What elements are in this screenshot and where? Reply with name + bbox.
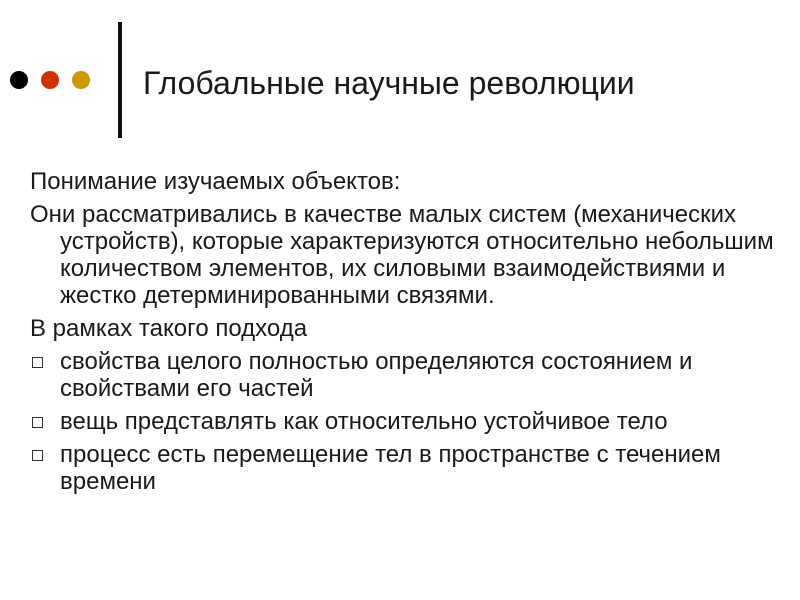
paragraph-small-systems: Они рассматривались в качестве малых систем (механических устройств), которые характеризуются относительно небольшим количеством элементов, их силовыми взаимодействиями и жестко детерминированными связями. [30,201,774,309]
square-bullet-icon [32,450,43,461]
slide-body [30,168,780,501]
list-item [30,348,780,402]
square-bullet-icon [32,417,43,428]
decorative-dots [10,71,90,89]
bullet-text: процесс есть перемещение тел в пространстве с течением времени [60,441,721,495]
bullet-text: вещь представлять как относительно устойчивое тело [60,408,668,435]
title-divider [118,22,122,138]
list-item [30,441,780,495]
paragraph-approach: В рамках такого подхода [30,315,308,342]
bullet-text: свойства целого полностью определяются состоянием и свойствами его частей [60,348,693,402]
red-dot-icon [41,71,59,89]
bullet-list [30,348,780,495]
slide-title: Глобальные научные революции [143,65,635,101]
paragraph-understanding: Понимание изучаемых объектов: [30,168,401,195]
square-bullet-icon [32,357,43,368]
black-dot-icon [10,71,28,89]
gold-dot-icon [72,71,90,89]
list-item [30,408,780,435]
